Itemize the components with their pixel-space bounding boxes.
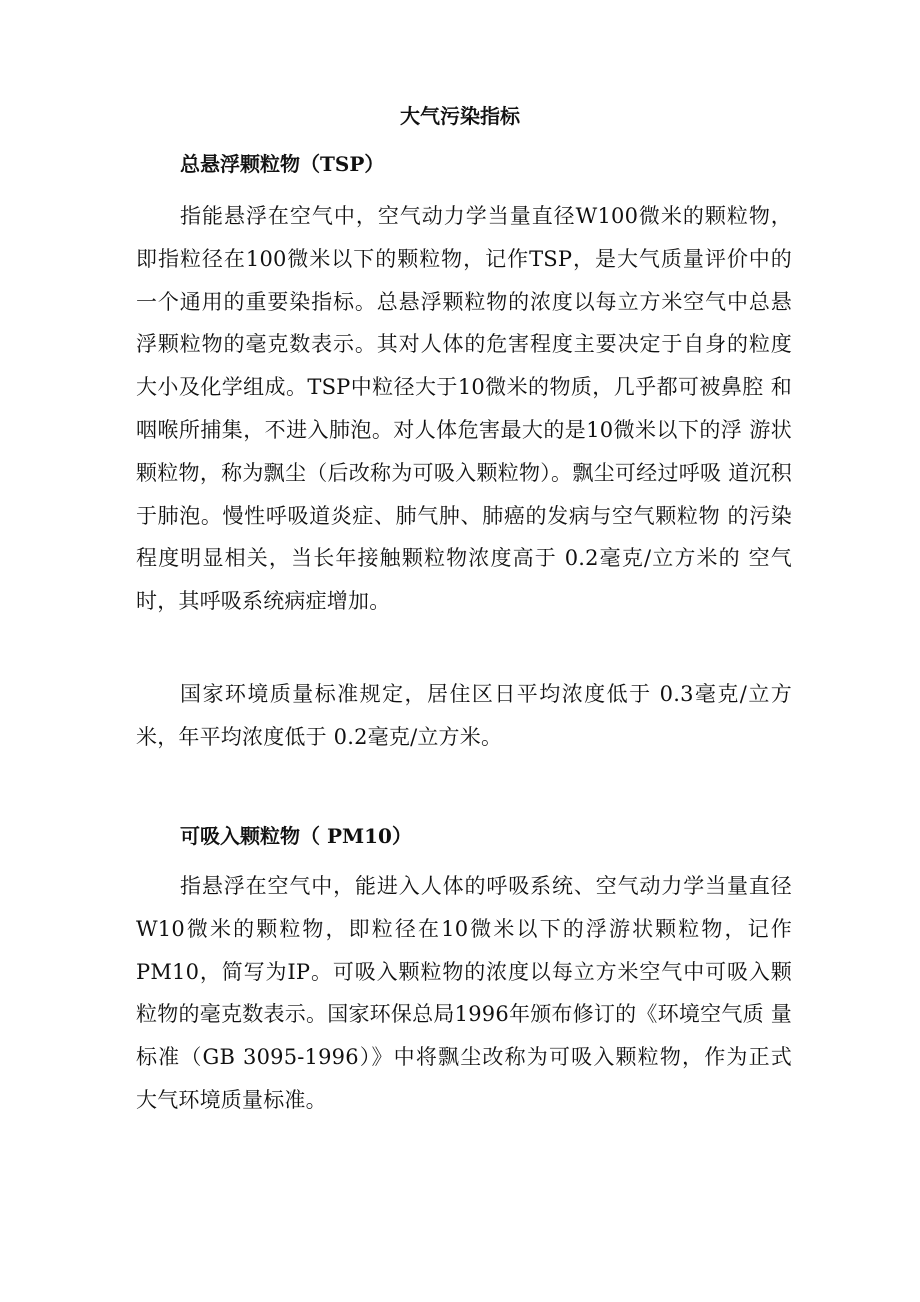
- paragraph-tsp-standard: 国家环境质量标准规定，居住区日平均浓度低于 0.3毫克/立方 米，年平均浓度低于 0.2毫克/立方米。: [136, 682, 792, 749]
- section-heading-tsp: 总悬浮颗粒物（TSP）: [180, 152, 385, 176]
- paragraph-tsp-definition: 指能悬浮在空气中，空气动力学当量直径W100微米的颗粒物， 即指粒径在100微米以下的颗粒物，记作TSP，是大气质量评价中的 一个通用的重要染指标。总悬浮颗粒物的浓度以每立方米空气中总悬 浮颗粒物的毫克数表示。其对人体的危害程度主要决定于自身的粒度 大小及化学组成。TSP中粒径大于10微米的物质，几乎都可被鼻腔 和咽喉所捕集，不进入肺泡。对人体危害最大的是10微米以下的浮 游状颗粒物，称为飘尘（后改称为可吸入颗粒物）。飘尘可经过呼吸 道沉积于肺泡。慢性呼吸道炎症、肺气肿、肺癌的发病与空气颗粒物 的污染程度明显相关，当长年接触颗粒物浓度高于 0.2毫克/立方米的 空气时，其呼吸系统病症增加。: [136, 204, 792, 614]
- section-heading-pm10: 可吸入颗粒物（ PM10）: [180, 824, 412, 848]
- paragraph-pm10-definition: 指悬浮在空气中，能进入人体的呼吸系统、空气动力学当量直径 W10微米的颗粒物，即粒径在10微米以下的浮游状颗粒物，记作 PM10，简写为IP。可吸入颗粒物的浓度以每立方米空气中可吸入颗 粒物的毫克数表示。国家环保总局1996年颁布修订的《环境空气质 量标准（GB 3095-1996）》中将飘尘改称为可吸入颗粒物，作为正式 大气环境质量标准。: [136, 874, 792, 1112]
- document-title: 大气污染指标: [400, 104, 520, 128]
